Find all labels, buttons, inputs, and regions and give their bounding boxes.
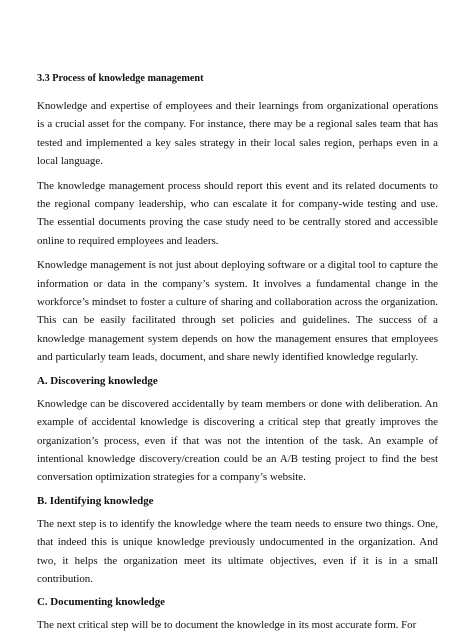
paragraph-discovering-knowledge: Knowledge can be discovered accidentally by team members or done with deliberation. An example of accidental knowledge is discovering a critical step that greatly improves the organization’s process, even if that was not the intention of the task. An example of intentional knowledge discovery/creation could be an A/B testing project to find the best conversation optimization strategies for a company’s website. xyxy=(37,397,438,484)
paragraph-identifying-knowledge: The next step is to identify the knowledge where the team needs to ensure two things. One, that indeed this is unique knowledge previously undocumented in the organization. And two, it helps the organization meet its ultimate objectives, even if it is in a small contribution. xyxy=(37,517,438,585)
intro-paragraph-2: The knowledge management process should report this event and its related documents to the regional company leadership, who can escalate it for company-wide testing and use. The essential documents proving the case study need to be centrally stored and accessible online to required employees and leaders. xyxy=(37,179,438,247)
paragraph-documenting-knowledge: The next critical step will be to document the knowledge in its most accurate form. For xyxy=(37,619,417,632)
heading-discovering-knowledge: A. Discovering knowledge xyxy=(37,374,158,387)
heading-identifying-knowledge: B. Identifying knowledge xyxy=(37,494,154,507)
intro-paragraph-3: Knowledge management is not just about deploying software or a digital tool to capture the information or data in the company’s system. It involves a fundamental change in the workforce’s mindset to foster a culture of sharing and collaboration across the organization. This can be easily facilitated through set policies and guidelines. The success of a knowledge management system depends on how the management ensures that employees and particularly team leads, document, and share newly identified knowledge regularly. xyxy=(37,259,438,364)
section-title: 3.3 Process of knowledge management xyxy=(37,73,204,84)
heading-documenting-knowledge: C. Documenting knowledge xyxy=(37,596,165,609)
document-page xyxy=(37,72,438,641)
intro-paragraph-1: Knowledge and expertise of employees and their learnings from organizational operations is a crucial asset for the company. For instance, there may be a regional sales team that has tested and implemented a key sales strategy in their local sales region, perhaps even in a local language. xyxy=(37,100,438,168)
